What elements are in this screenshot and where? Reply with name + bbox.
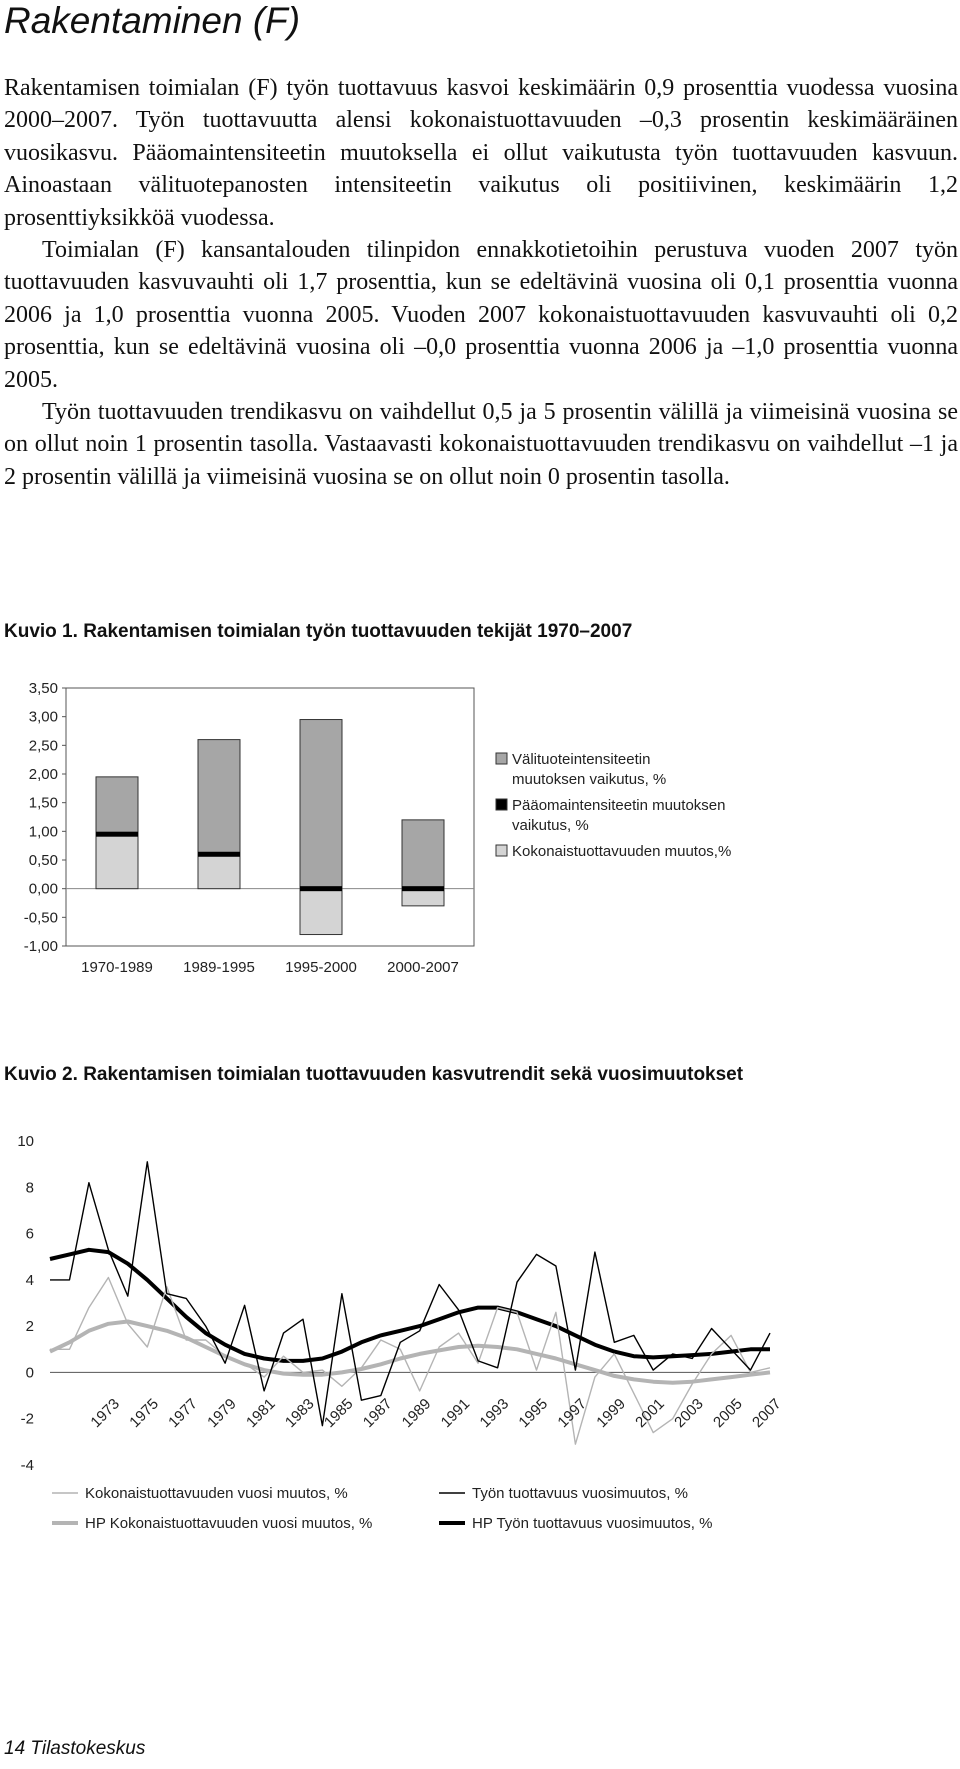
bar-tfp (96, 834, 138, 888)
x-tick-label: 1991 (437, 1395, 474, 1432)
x-tick-label: 1989-1995 (183, 959, 255, 976)
bar-tfp (198, 854, 240, 888)
x-tick-label: 1995-2000 (285, 959, 357, 976)
bar-capital (96, 832, 138, 837)
x-tick-label: 2003 (671, 1395, 707, 1432)
x-tick-label: 1970-1989 (81, 959, 153, 976)
x-tick-label: 1981 (243, 1395, 279, 1432)
x-tick-label: 1995 (515, 1395, 552, 1432)
legend-label: Kokonaistuottavuuden muutos,% (512, 843, 732, 860)
bar-intermediate (198, 740, 240, 855)
bar-intermediate (300, 720, 342, 889)
y-tick-label: 10 (17, 1133, 34, 1150)
bar-tfp (402, 889, 444, 906)
legend-label: Kokonaistuottavuuden vuosi muutos, % (85, 1485, 348, 1502)
legend-label: HP Työn tuottavuus vuosimuutos, % (472, 1515, 713, 1532)
bar-tfp (300, 889, 342, 935)
series-line (50, 1250, 770, 1361)
legend-label: Työn tuottavuus vuosimuutos, % (472, 1485, 688, 1502)
x-tick-label: 1985 (320, 1395, 357, 1432)
x-tick-label: 1977 (165, 1395, 201, 1432)
x-tick-label: 1973 (87, 1395, 124, 1432)
x-tick-label: 1987 (359, 1395, 396, 1432)
y-tick-label: 3,50 (28, 680, 58, 697)
y-tick-label: 3,00 (28, 708, 58, 726)
legend-label: Pääomaintensiteetin muutoksen (512, 797, 726, 814)
legend-label: muutoksen vaikutus, % (512, 771, 667, 788)
y-tick-label: 1,00 (28, 823, 58, 841)
figure-1-caption (4, 621, 632, 643)
figure-2-chart (0, 1115, 960, 1585)
series-line (50, 1322, 770, 1383)
x-tick-label: 1975 (126, 1395, 162, 1432)
legend-label: vaikutus, % (512, 817, 589, 834)
x-tick-label: 1983 (281, 1395, 318, 1432)
y-tick-label: 2,00 (28, 766, 58, 783)
body-text (4, 72, 958, 493)
y-tick-label: 0,50 (28, 852, 58, 869)
x-tick-label: 1993 (476, 1395, 513, 1432)
x-tick-label: 2007 (749, 1395, 785, 1432)
figure-1-title: Rakentamisen toimialan työn tuottavuuden tekijät 1970–2007 (83, 621, 633, 642)
series-line (50, 1162, 770, 1426)
paragraph-2: Toimialan (F) kansantalouden tilinpidon ennakkotietoihin perustuva vuoden 2007 työn tuottavuuden kasvuvauhti oli 1,7 prosenttia, kun se edeltävinä vuosina oli 0,1 prosenttia vuonna 2006 ja 1,0 prosenttia vuonna 2005. Vuoden 2007 kokonaistuottavuuden kasvuvauhti oli 0,2 prosenttia, kun se edeltävinä vuosina oli –0,0 prosenttia vuonna 2006 ja –1,0 prosenttia vuonna 2005. (4, 237, 958, 393)
y-tick-label: 4 (25, 1271, 34, 1289)
paragraph-1: Rakentamisen toimialan (F) työn tuottavuus kasvoi keskimäärin 0,9 prosenttia vuodessa vuosina 2000–2007. Työn tuottavuutta alensi kokonaistuottavuuden –0,3 prosentin keskimääräinen vuosikasvu. Pääomaintensiteetin muutoksella ei ollut vaikutusta työn tuottavuuden kasvuun. Ainoastaan välituotepanosten intensiteetin vaikutus oli positiivinen, keskimäärin 1,2 prosenttiyksikköä vuodessa. (4, 75, 958, 231)
legend-swatch (496, 799, 507, 810)
bar-intermediate (96, 777, 138, 834)
figure-2-label: Kuvio 2. (4, 1064, 78, 1085)
figure-1-chart (0, 672, 960, 982)
y-tick-label: 0 (25, 1364, 34, 1382)
y-tick-label: -0,50 (23, 909, 58, 927)
bar-capital (198, 852, 240, 857)
x-tick-label: 1989 (398, 1395, 435, 1432)
legend-label: HP Kokonaistuottavuuden vuosi muutos, % (85, 1515, 373, 1532)
y-tick-label: -2 (20, 1410, 34, 1428)
bar-capital (402, 886, 444, 891)
x-tick-label: 1979 (204, 1395, 240, 1432)
x-tick-label: 2001 (632, 1395, 668, 1432)
y-tick-label: -4 (20, 1457, 34, 1474)
x-tick-label: 1999 (593, 1395, 629, 1432)
legend-swatch (496, 753, 507, 764)
y-tick-label: 1,50 (28, 794, 58, 812)
y-tick-label: 2 (25, 1318, 34, 1336)
y-tick-label: 8 (25, 1179, 34, 1197)
x-tick-label: 2000-2007 (387, 959, 459, 976)
y-tick-label: -1,00 (23, 938, 58, 955)
page-title: Rakentaminen (F) (4, 0, 301, 41)
y-tick-label: 6 (25, 1225, 34, 1243)
page-footer: 14 Tilastokeskus (4, 1738, 146, 1759)
bar-intermediate (402, 820, 444, 889)
bar-capital (300, 886, 342, 891)
figure-2-title: Rakentamisen toimialan tuottavuuden kasvutrendit sekä vuosimuutokset (83, 1064, 744, 1085)
y-tick-label: 0,00 (28, 880, 58, 898)
x-tick-label: 2005 (710, 1395, 746, 1432)
figure-1-label: Kuvio 1. (4, 621, 78, 642)
paragraph-3: Työn tuottavuuden trendikasvu on vaihdellut 0,5 ja 5 prosentin välillä ja viimeisinä vuosina se on ollut noin 1 prosentin tasolla. Vastaavasti kokonaistuottavuuden trendikasvu on vaihdellut –1 ja 2 prosentin välillä ja viimeisinä vuosina se on ollut noin 0 prosentin tasolla. (4, 399, 958, 490)
x-tick-label: 1997 (554, 1395, 591, 1432)
y-tick-label: 2,50 (28, 737, 58, 755)
figure-2-caption (4, 1064, 743, 1086)
legend-swatch (496, 845, 507, 856)
legend-label: Välituoteintensiteetin (512, 751, 651, 768)
